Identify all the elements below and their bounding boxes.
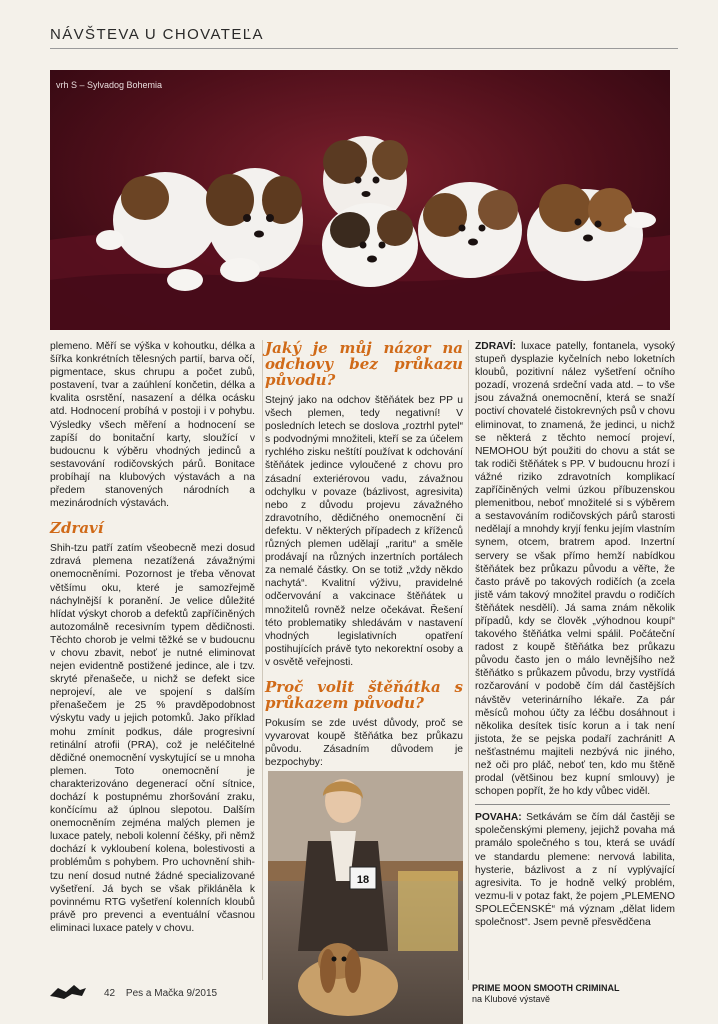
page-footer: [50, 988, 217, 999]
caption-title: PRIME MOON SMOOTH CRIMINAL: [472, 983, 620, 993]
photo-credit: vrh S – Sylvadog Bohemia: [56, 80, 163, 90]
heading-zdravi: Zdraví: [50, 519, 104, 538]
paragraph: Pokusím se zde uvést důvody, proč se vyvarovat koupě štěňátka bez průkazu původu. Zásadním důvodem je bezpochyby:: [265, 717, 463, 769]
caption-subtitle: na Klubové výstavě: [472, 994, 551, 1004]
lead-temperament: POVAHA:: [475, 812, 522, 824]
section-header: NÁVŠTEVA U CHOVATEĽA: [50, 26, 264, 43]
puppies-photo: [50, 70, 670, 330]
puppies-illustration: [50, 70, 670, 330]
heading-why-pp: Proč volit štěňátka s průkazem původu?: [265, 677, 463, 712]
show-number: 18: [356, 874, 370, 886]
paragraph: Shih-tzu patří zatím všeobecně mezi dosud zdravá plemena nezatížená závažnými onemocněními. Pozornost je třeba věnovat většímu oku, které je samozřejmě náchylnější k poranění. Je velice důležité hlídat výskyt chorob a defektů zapříčiněných autozomálně recesivním typem dědičnosti. Těchto chorob je velmi těžké se v budoucnu v chovu zbavit, neboť je nutné eliminovat nejen evidentně postižené jedince, ale i tzv. skryté přenašeče, u nichž se defekt sice neprojeví, ale ve spojení s dalším přenašečem je 25 % pravděpodobnost výskytu vady u jejich potomků. Jako příklad mohu zmínit podkus, dále progresivní retinální atrofii (PRA), což je neléčitelné dědičné onemocnění vyskytující se u mnoha plemen. Toto onemocnění je charakterizováno degenerací oční sítnice, dochází k postupnému zhoršování zraku, končícímu až úplnou slepotou. Dalším onemocněním zejména malých plemen je luxace pately, neboli kolenní čéšky, při němž dochází k vykloubení kolena, bolestivosti a problémům s pohybem. Pro uchovnění shih-tzu není dosud nutné žádné specializované vyšetření. Já bych se však přikláněla k povinnému RTG vyšetření kolenních kloubů právě pro prevenci a eventuální včasnou eliminaci luxace pately v chovu.: [50, 543, 255, 934]
paragraph: plemeno. Měří se výška v kohoutku, délka a šířka konkrétních tělesných partií, barva očí, pigmentace, skus chrupu a počet zubů, postavení, tvar a zaúhlení končetin, délka a kvalita osrstění, nasazení a délka ocásku atd. Hodnocení probíhá v postoji i v pohybu. Výsledky všech měření a hodnocení se zapíší do bonitační karty, sloužící v budoucnu k výběru vhodných jedinců a sestavování rodičovských párů. Bonitace probíhají na klubových výstavách a na předem stanovených národních a mezinárodních výstavách.: [50, 341, 255, 510]
page-number: 42: [104, 988, 116, 999]
paragraph-temperament: [475, 811, 675, 929]
photo-caption: [472, 983, 672, 1005]
puppy-5: [418, 182, 522, 278]
handler-with-dog-illustration: [268, 771, 463, 1024]
section-rule: [475, 804, 670, 805]
magazine-logo-icon: [48, 982, 88, 1002]
paragraph-text: luxace patelly, fontanela, vysoký stupeň dysplazie kyčelních nebo loketních kloubů, pozitivní nález vyšetření očního pozadí, vrozená srdeční vada atd. – to vše jsou závažná onemocnění, která se snaží poctiví chovatelé čistokrevných psů v chovu eliminovat, to znamená, že jedinci, u nichž se některá z těchto nemocí projeví, NEMOHOU být použiti do chovu a stát se tak rodiči štěňátek s PP. V budoucnu hrozí i vážné riziko zdravotních komplikací zapříčiněných velmi úzkou příbuzenskou plemenitbou, neboť množitelé si s výběrem a sestavováním rodičovských párů starosti nedělají a mnohdy kryjí fenku jejím vlastním synem, otcem, bratrem apod. Inzertní servery se však přímo hemží nabídkou štěňátek bez průkazu původu a věřte, že často právě po takových rodičích (a zcela jistě vám takový množitel pravdu o rodičích štěňátek nesdělí). Já sama znám několik případů, kdy se člověk „výhodnou koupí“ takového štěňátka velmi spálil. Počáteční radost z koupě štěňátka bez průkazu původu často jen o málo levnějšího než štěňátko s průkazem původu, brzy vystřídá rozčarování v podobě čím dál častějších návštěv veterinárního lékaře. Za pár měsíců mohou účty za léčbu dosáhnout i několika desítek tisíc korun a i tak není jistota, že se pejska podaří zachránit! A nešťastnému majiteli nezbývá nic jiného, než oči pro pláč, neboť ten, kdo mu štěně prodal (většinou bez kupní smlouvy) je schopen popřít, že ho kdy vůbec viděl.: [475, 341, 675, 798]
column-1: [50, 340, 255, 935]
paragraph: Stejný jako na odchov štěňátek bez PP u všech plemen, tedy negativní! V posledních letech se doslova „roztrhl pytel“ s podvodnými množiteli, kteří se za účelem rychlého zisku neštítí používat k odchování štěňátek jedince vyloučené z chovu pro zásadní exteriérovou vadu, závažnou odchylku v povaze (bázlivost, agresivita) nebo z důvodu projevu závažného zdravotního, dědičného onemocnění či defektu. V některých případech z kříženců různých plemen udělají „raritu“ a směle prodávají na různých inzertních portálech za nemalé částky. On se totiž „vždy někdo nachytá“. Kvalitní výživu, pravidelné odčervování a vakcinace štěňátek u množitelů rovněž nelze očekávat. Řešení této problematiky shledávám v nastavení vhodných legislativních opatření postihujících právě tyto nekorektní osoby a v osvětě veřejnosti.: [265, 395, 463, 668]
column-3: [475, 340, 675, 929]
header-rule: [50, 48, 678, 49]
paragraph-health: [475, 340, 675, 798]
paragraph-text: Setkávám se čím dál častěji se společenskými plemeny, jejichž povaha má pramálo společného s tou, která se uvádí ve standardu plemene: nervová labilita, hysterie, bázlivost a z ní vyplývající agresivita. To je hodně velký problém, vezmu-li v potaz fakt, že pojem „PLEMENO SPOLEČENSKÉ“ má význam „dělat lidem společnost“. Jsem pevně přesvědčena: [475, 812, 675, 929]
lead-health: ZDRAVÍ:: [475, 341, 516, 352]
column-2: [265, 340, 463, 769]
show-photo: [268, 771, 463, 1024]
magazine-issue: Pes a Mačka 9/2015: [125, 988, 218, 999]
heading-opinion: Jaký je můj názor na odchovy bez průkazu původu?: [265, 339, 463, 389]
puppy-4: [322, 203, 418, 287]
